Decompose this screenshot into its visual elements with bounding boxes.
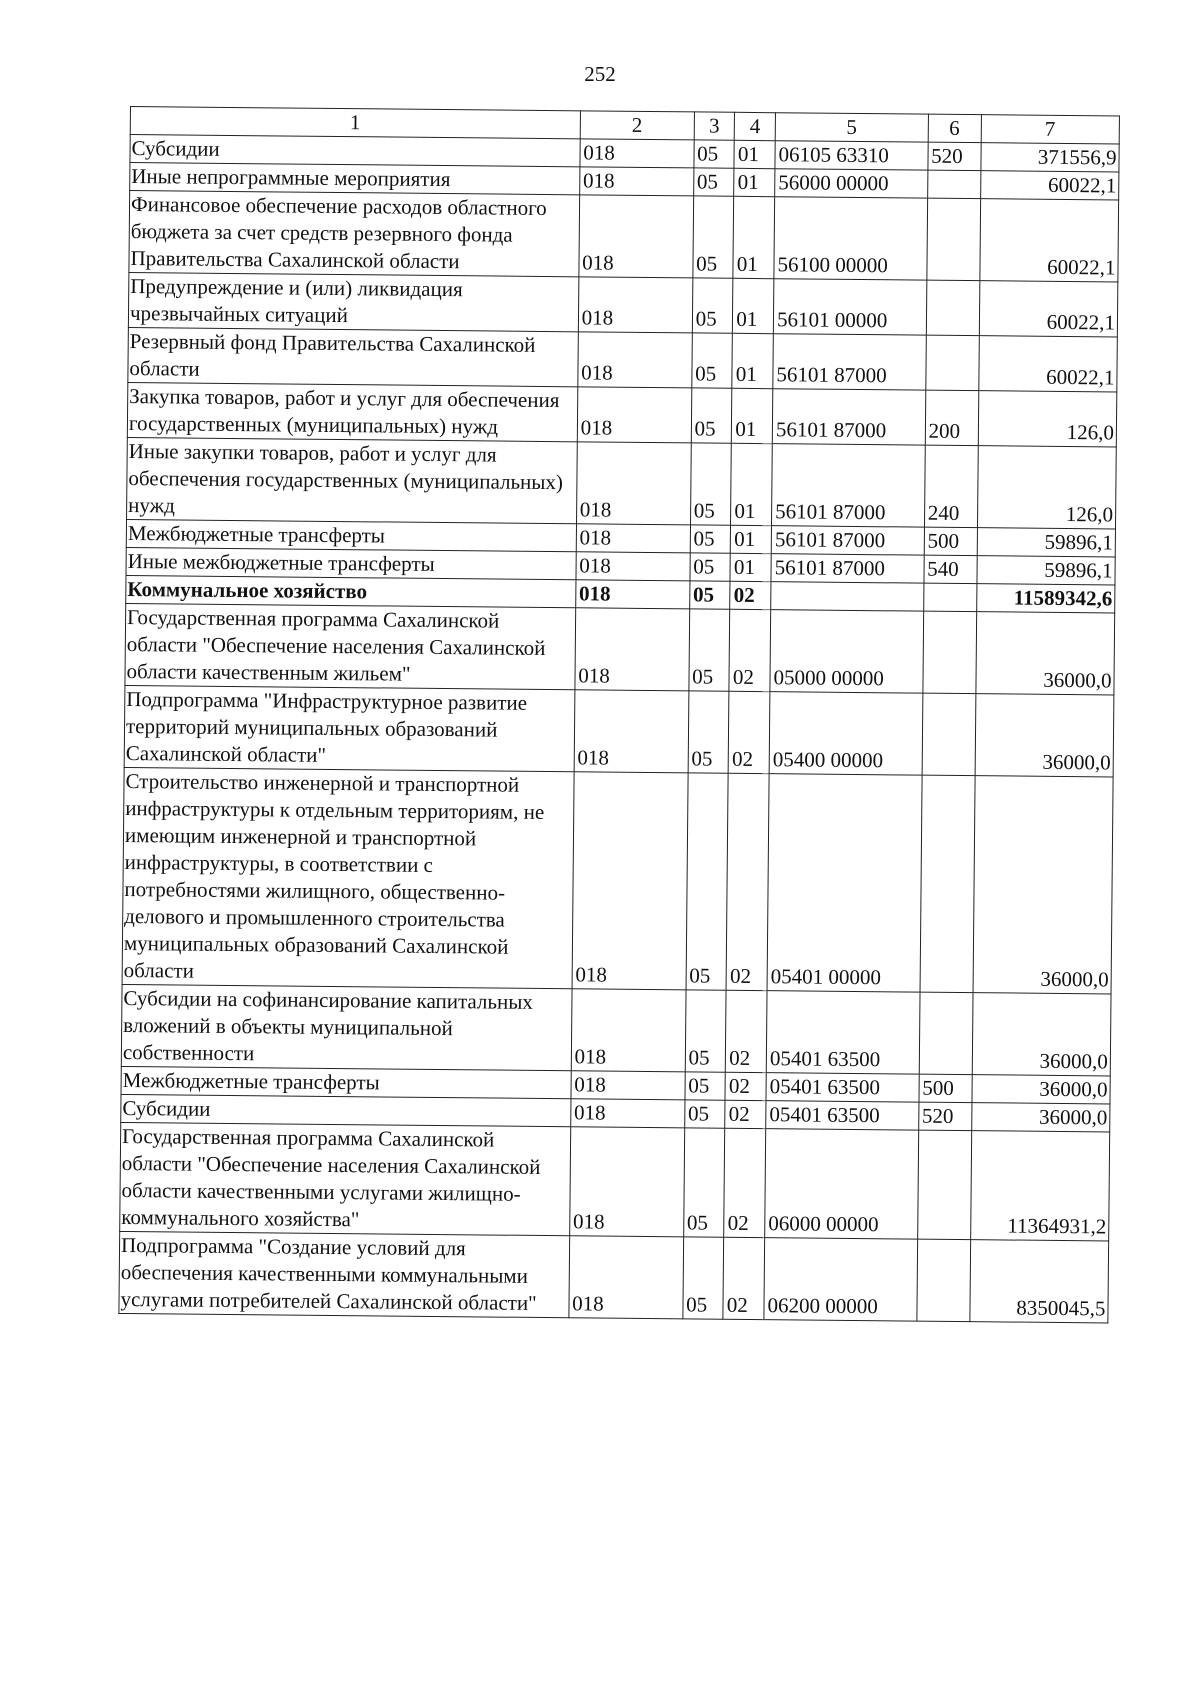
row-target-code-cell: 05400 00000 [769,692,922,775]
table-row [129,191,1119,282]
row-name-cell: Государственная программа Сахалинской области "Обеспечение населения Сахалинской области качественными услугами жилищно-коммунального хозяйства" [120,1122,571,1235]
row-expense-type-cell: 240 [924,445,978,528]
row-subsection-code-cell: 02 [725,1100,766,1128]
row-target-code-cell: 56101 87000 [771,526,924,555]
row-target-code-cell: 05401 63500 [766,1073,919,1102]
row-target-code-cell: 05000 00000 [770,610,923,693]
row-name-cell: Государственная программа Сахалинской области "Обеспечение населения Сахалинской области качественным жильем" [125,603,575,689]
row-ministry-code-cell: 018 [576,524,690,553]
row-subsection-code-cell: 02 [725,1072,766,1100]
row-name-cell: Субсидии [121,1094,571,1126]
column-header: 3 [694,112,735,140]
row-expense-type-cell [922,693,976,776]
row-ministry-code-cell: 018 [576,552,690,581]
row-name-cell: Иные закупки товаров, работ и услуг для обеспечения государственных (муниципальных) нужд [127,437,577,523]
row-ministry-code-cell: 018 [579,167,693,196]
row-section-code-cell: 05 [694,140,735,168]
row-section-code-cell: 05 [684,1100,725,1128]
row-expense-type-cell: 540 [924,555,977,584]
row-amount-cell: 60022,1 [980,171,1119,200]
row-section-code-cell: 05 [689,609,730,691]
row-expense-type-cell: 500 [919,1074,972,1103]
row-name-cell: Резервный фонд Правительства Сахалинской области [128,327,578,386]
row-amount-cell: 36000,0 [975,694,1114,777]
column-header: 7 [981,115,1120,144]
table-row [119,1231,1109,1322]
row-name-cell: Подпрограмма "Инфраструктурное развитие территорий муниципальных образований Сахалинской области" [124,685,574,771]
row-expense-type-cell [923,611,977,694]
row-amount-cell: 126,0 [978,391,1117,447]
row-target-code-cell: 06105 63310 [775,141,928,170]
row-subsection-code-cell: 01 [730,553,771,581]
row-section-code-cell: 05 [683,1237,724,1319]
row-subsection-code-cell: 02 [729,609,770,691]
row-ministry-code-cell: 018 [572,772,688,990]
row-ministry-code-cell: 018 [571,989,686,1072]
row-section-code-cell: 05 [688,691,729,773]
row-amount-cell: 59896,1 [977,556,1116,585]
row-expense-type-cell: 500 [924,527,977,556]
row-target-code-cell: 05401 63500 [766,991,919,1074]
row-subsection-code-cell: 02 [726,990,767,1072]
table-row [128,272,1117,336]
row-section-code-cell: 05 [689,581,730,609]
row-ministry-code-cell: 018 [577,387,691,443]
row-section-code-cell: 05 [685,1072,726,1100]
table-row [127,437,1117,528]
row-amount-cell: 371556,9 [980,143,1119,172]
row-expense-type-cell [923,583,976,612]
row-section-code-cell: 05 [690,525,731,553]
table-row [125,603,1115,694]
table-body [119,135,1119,1323]
row-subsection-code-cell: 01 [732,333,773,388]
row-section-code-cell: 05 [683,1128,725,1237]
row-amount-cell: 59896,1 [977,528,1116,557]
row-subsection-code-cell: 02 [730,581,771,609]
row-expense-type-cell [927,198,981,281]
row-name-cell: Предупреждение и (или) ликвидация чрезвычайных ситуаций [128,272,578,331]
row-expense-type-cell: 520 [928,142,981,171]
row-ministry-code-cell: 018 [578,332,692,388]
table-row [120,1122,1110,1240]
row-name-cell: Закупка товаров, работ и услуг для обеспечения государственных (муниципальных) нужд [127,382,577,441]
row-subsection-code-cell: 01 [734,140,775,168]
page-number: 252 [584,62,616,86]
table-row [128,327,1117,391]
row-name-cell: Субсидии [130,135,580,167]
row-subsection-code-cell: 01 [734,168,775,196]
row-amount-cell: 60022,1 [979,281,1118,337]
row-section-code-cell: 05 [690,553,731,581]
row-ministry-code-cell: 018 [578,277,692,333]
column-header: 5 [775,113,928,142]
row-subsection-code-cell: 02 [724,1128,766,1237]
row-ministry-code-cell: 018 [569,1127,684,1237]
row-subsection-code-cell: 02 [726,773,769,990]
row-target-code-cell: 05401 00000 [767,774,922,992]
row-ministry-code-cell: 018 [571,1071,685,1100]
row-subsection-code-cell: 01 [731,443,772,525]
row-name-cell: Строительство инженерной и транспортной инфраструктуры к отдельным территориям, не имеющим инженерной и транспортной инфраструктуры, в соответствии с потребностями жилищного, общественно-делового и промышленного строительства муниципальных образований Сахалинской области [122,767,574,988]
row-section-code-cell: 05 [693,196,734,278]
row-target-code-cell: 06000 00000 [765,1129,919,1239]
row-ministry-code-cell: 018 [579,195,694,278]
row-expense-type-cell: 520 [918,1102,971,1131]
row-expense-type-cell [926,280,979,336]
row-target-code-cell [771,582,924,611]
row-target-code-cell: 56101 00000 [773,279,926,335]
row-section-code-cell: 05 [685,990,726,1072]
row-subsection-code-cell: 01 [731,525,772,553]
row-subsection-code-cell: 01 [732,388,773,443]
row-amount-cell: 36000,0 [973,776,1114,994]
row-name-cell: Финансовое обеспечение расходов областного бюджета за счет средств резервного фонда Правительства Сахалинской области [129,191,579,277]
row-name-cell: Иные межбюджетные трансферты [126,547,576,579]
table-row [124,685,1114,776]
row-name-cell: Коммунальное хозяйство [126,575,576,607]
row-amount-cell: 36000,0 [971,1103,1110,1132]
row-target-code-cell: 56101 87000 [772,389,925,445]
row-section-code-cell: 05 [692,278,733,333]
row-target-code-cell: 56000 00000 [775,169,928,198]
row-ministry-code-cell: 018 [575,608,690,691]
column-header: 2 [580,111,694,140]
column-header: 6 [928,114,981,143]
row-name-cell: Межбюджетные трансферты [121,1066,571,1098]
row-section-code-cell: 05 [693,168,734,196]
table-row [121,984,1111,1075]
row-amount-cell: 36000,0 [972,993,1111,1076]
row-section-code-cell: 05 [690,443,731,525]
row-ministry-code-cell: 018 [570,1099,684,1128]
row-expense-type-cell [919,992,973,1075]
row-ministry-code-cell: 018 [569,1236,684,1319]
row-section-code-cell: 05 [691,333,732,388]
budget-table [118,106,1120,1323]
row-name-cell: Иные непрограммные мероприятия [130,163,580,195]
column-header: 1 [130,107,580,139]
row-section-code-cell: 05 [686,773,729,990]
row-amount-cell: 60022,1 [978,336,1117,392]
row-amount-cell: 60022,1 [979,199,1118,282]
row-ministry-code-cell: 018 [580,139,694,168]
row-amount-cell: 11364931,2 [970,1131,1109,1241]
row-target-code-cell: 56100 00000 [774,197,927,280]
row-amount-cell: 11589342,6 [976,584,1115,613]
row-section-code-cell: 05 [691,388,732,443]
row-subsection-code-cell: 01 [733,278,774,333]
row-name-cell: Подпрограмма "Создание условий для обеспечения качественными коммунальными услугами потребителей Сахалинской области" [119,1231,569,1317]
table-row [127,382,1116,446]
row-ministry-code-cell: 018 [575,580,689,609]
row-ministry-code-cell: 018 [574,690,689,773]
row-expense-type-cell [917,1239,971,1322]
row-expense-type-cell: 200 [925,390,978,446]
row-name-cell: Субсидии на софинансирование капитальных вложений в объекты муниципальной собственности [121,984,571,1070]
column-header: 4 [735,112,776,140]
row-target-code-cell: 56101 87000 [772,444,925,527]
row-amount-cell: 36000,0 [975,612,1114,695]
row-amount-cell: 8350045,5 [969,1240,1108,1323]
row-expense-type-cell [917,1130,971,1240]
row-expense-type-cell [920,775,975,992]
row-name-cell: Межбюджетные трансферты [126,519,576,551]
row-expense-type-cell [925,335,978,391]
table-row [122,767,1113,993]
row-target-code-cell: 05401 63500 [766,1101,919,1130]
row-target-code-cell: 56101 87000 [773,334,926,390]
row-subsection-code-cell: 02 [728,691,769,773]
row-target-code-cell: 06200 00000 [764,1238,917,1321]
row-expense-type-cell [927,170,980,199]
row-subsection-code-cell: 01 [733,196,774,278]
row-target-code-cell: 56101 87000 [771,554,924,583]
row-subsection-code-cell: 02 [723,1237,764,1319]
row-amount-cell: 36000,0 [972,1075,1111,1104]
row-amount-cell: 126,0 [977,446,1116,529]
row-ministry-code-cell: 018 [576,442,691,525]
